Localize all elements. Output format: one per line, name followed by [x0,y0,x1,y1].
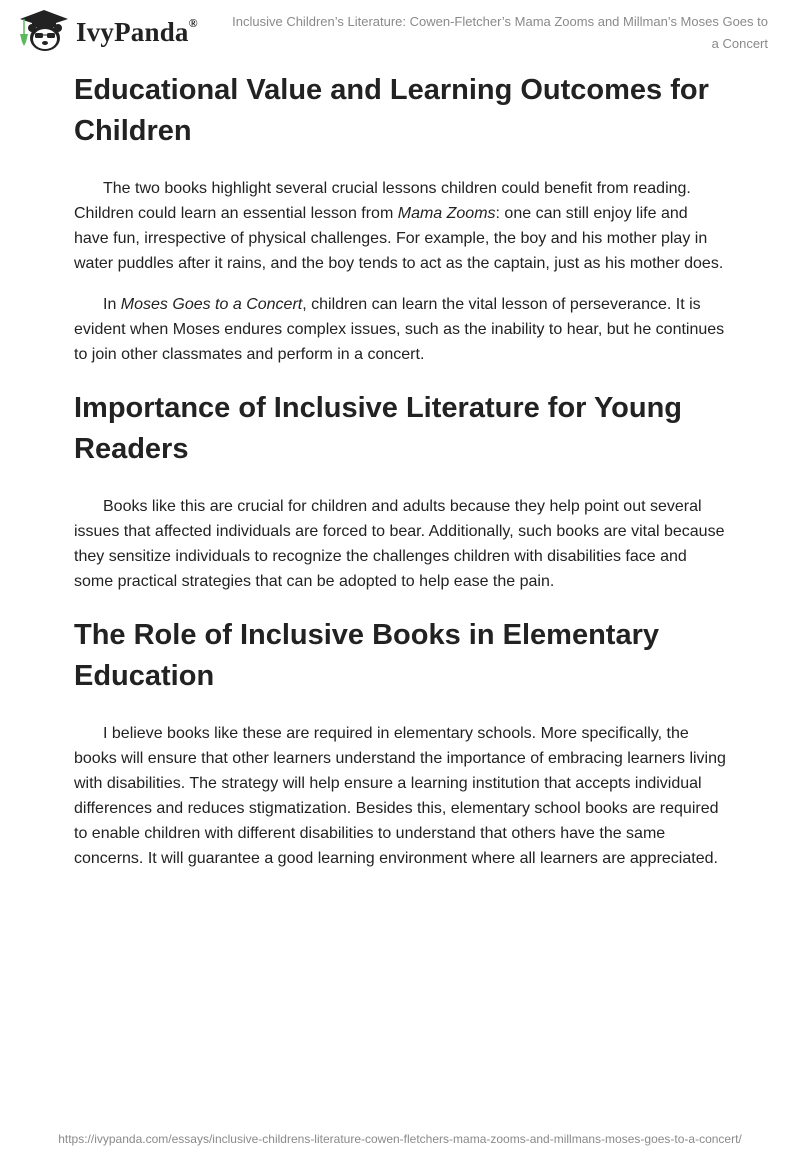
paragraph: Books like this are crucial for children and adults because they help point out several issues that affected individuals are forced to bear. Additionally, such books are vital because they sensitize individuals to recognize the challenges children with disabilities face and some practical strategies that can be adopted to help ease the pain. [74,498,725,590]
document-title: Inclusive Children’s Literature: Cowen-Fletcher’s Mama Zooms and Millman’s Moses Goes to a Concert [232,14,768,51]
paragraph: I believe books like these are required in elementary schools. More specifically, the books will ensure that other learners understand the importance of embracing learners living with disabilities. The strategy will help ensure a learning institution that accepts individual differences and reduces stigmatization. Besides this, elementary school books are required to enable children with different disabilities to understand that others have the same concerns. It will guarantee a good learning environment where all learners are appreciated. [74,725,726,867]
section-heading-role: The Role of Inclusive Books in Elementary Education [74,619,659,692]
section-heading-importance: Importance of Inclusive Literature for Young Readers [74,392,683,465]
book-title-moses-goes-to-a-concert: Moses Goes to a Concert [120,296,303,313]
section-heading-educational-value: Educational Value and Learning Outcomes for Children [74,74,709,147]
panda-graduate-icon [18,8,70,52]
book-title-mama-zooms: Mama Zooms [397,205,496,222]
page-header [0,0,800,60]
logo-text: IvyPanda® [76,15,198,47]
source-url[interactable]: https://ivypanda.com/essays/inclusive-childrens-literature-cowen-fletchers-mama-zooms-and-millmans-moses-goes-to-a-concert/ [58,1132,742,1146]
essay-content [74,70,726,887]
paragraph: In Moses Goes to a Concert, children can learn the vital lesson of perseverance. It is evident when Moses endures complex issues, such as the inability to hear, but he continues to join other classmates and perform in a concert. [74,296,725,363]
ivypanda-logo[interactable] [18,8,198,52]
paragraph: The two books highlight several crucial lessons children could benefit from reading. Children could learn an essential lesson from Mama Zooms: one can still enjoy life and have fun, irrespective of physical challenges. For example, the boy and his mother play in water puddles after it rains, and the boy tends to act as the captain, just as his mother does. [74,180,724,272]
